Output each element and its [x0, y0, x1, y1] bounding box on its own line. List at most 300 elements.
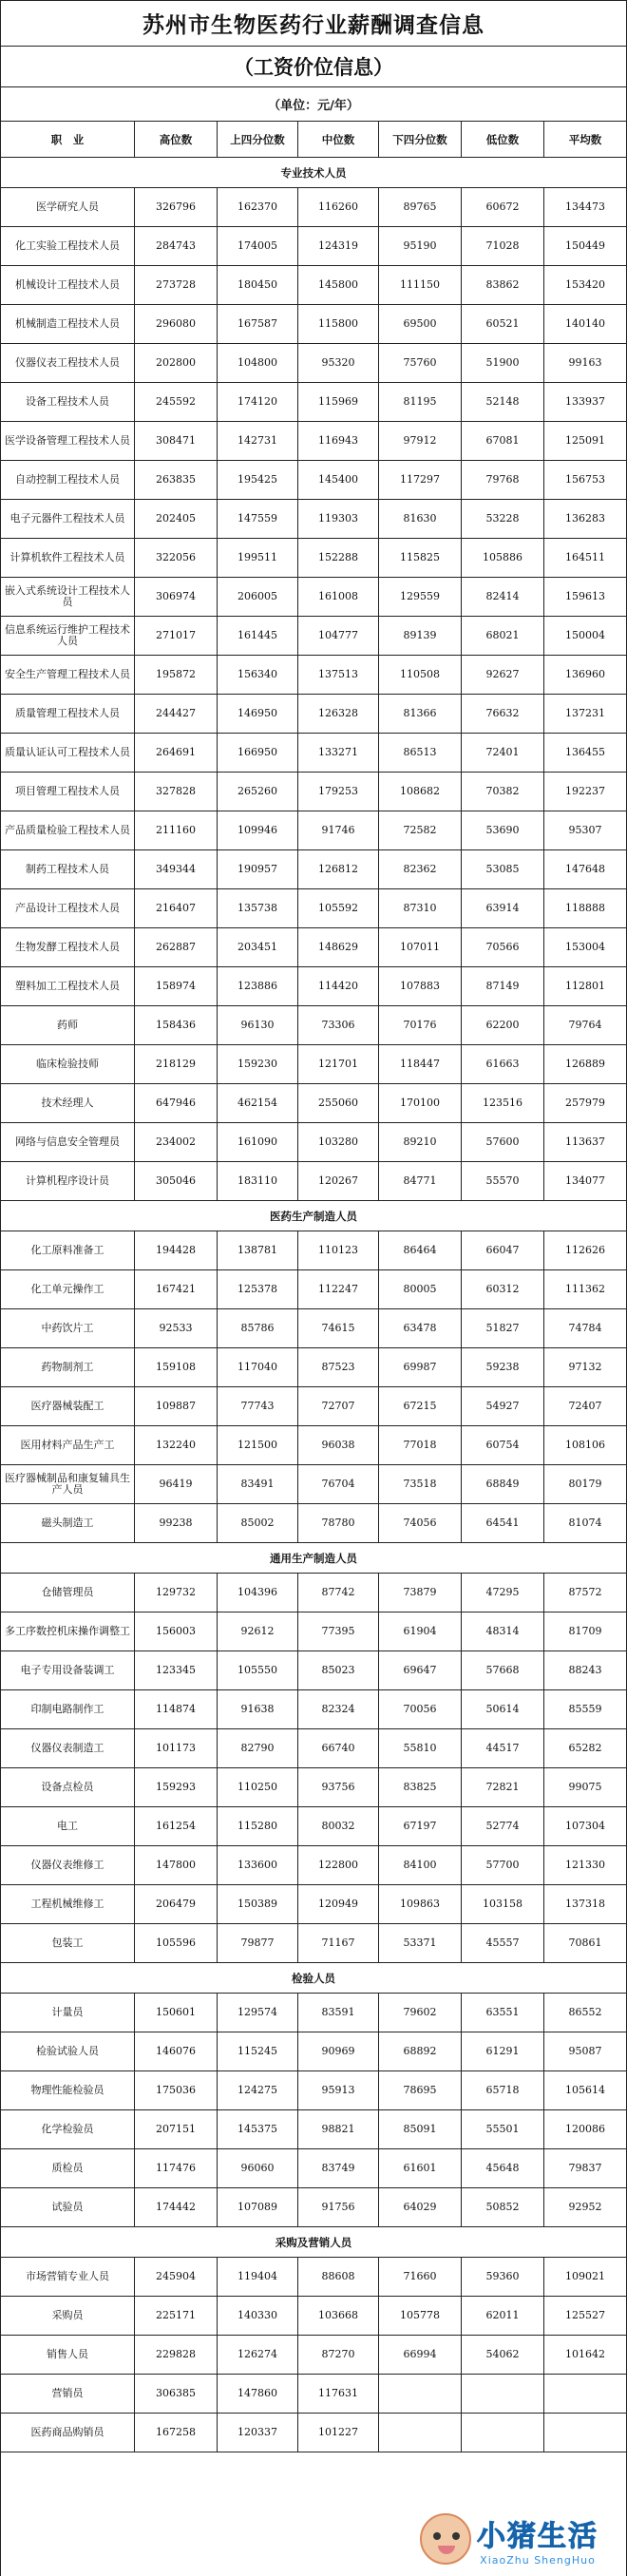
cell-average: 99163 — [568, 356, 602, 369]
cell-high: 156003 — [135, 1612, 218, 1651]
cell-high: 194428 — [135, 1231, 218, 1269]
table-row — [1, 1123, 626, 1162]
cell-average: 118888 — [565, 902, 605, 914]
table-row — [1, 2110, 626, 2149]
cell-high: 146076 — [135, 2032, 218, 2070]
cell-average: 192237 — [565, 785, 605, 797]
cell-high: 123345 — [135, 1651, 218, 1689]
cell-lower-quartile: 70056 — [379, 1690, 462, 1728]
table-row — [1, 578, 626, 617]
cell-low: 60672 — [462, 188, 544, 226]
cell-low: 54927 — [462, 1387, 544, 1425]
table-row — [1, 2071, 626, 2110]
cell-low: 55570 — [462, 1162, 544, 1200]
cell-upper-quartile: 146950 — [218, 695, 298, 733]
cell-average: 95087 — [568, 2045, 602, 2057]
cell-high: 245904 — [135, 2258, 218, 2296]
cell-low: 123516 — [462, 1084, 544, 1122]
cell-lower-quartile: 66994 — [379, 2336, 462, 2374]
cell-average: 88243 — [568, 1664, 602, 1676]
cell-high: 167421 — [135, 1270, 218, 1308]
cell-lower-quartile: 61904 — [379, 1612, 462, 1651]
table-row — [1, 1612, 626, 1651]
cell-low: 60312 — [462, 1270, 544, 1308]
cell-lower-quartile: 86513 — [379, 734, 462, 772]
cell-occupation: 计算机软件工程技术人员 — [1, 539, 135, 577]
cell-high: 150601 — [135, 1994, 218, 2032]
cell-low: 54062 — [462, 2336, 544, 2374]
cell-low: 47295 — [462, 1574, 544, 1612]
cell-occupation: 化工实验工程技术人员 — [1, 227, 135, 265]
cell-low — [462, 2375, 544, 2413]
cell-average: 111362 — [565, 1283, 605, 1295]
cell-high: 349344 — [135, 850, 218, 888]
table-row — [1, 2297, 626, 2336]
cell-low: 61663 — [462, 1045, 544, 1083]
cell-upper-quartile: 123886 — [218, 967, 298, 1005]
cell-average: 101642 — [565, 2348, 605, 2360]
cell-upper-quartile: 138781 — [218, 1231, 298, 1269]
cell-low: 66047 — [462, 1231, 544, 1269]
cell-lower-quartile: 67215 — [379, 1387, 462, 1425]
cell-lower-quartile: 111150 — [379, 266, 462, 304]
cell-low: 63551 — [462, 1994, 544, 2032]
table-row — [1, 967, 626, 1006]
cell-high: 161254 — [135, 1807, 218, 1845]
cell-occupation: 技术经理人 — [1, 1084, 135, 1122]
column-header-lower-quartile: 下四分位数 — [379, 122, 462, 157]
table-row — [1, 1270, 626, 1309]
cell-median: 78780 — [298, 1504, 379, 1542]
column-header-upper-quartile: 上四分位数 — [218, 122, 298, 157]
cell-median: 88608 — [298, 2258, 379, 2296]
cell-occupation: 医药商品购销员 — [1, 2414, 135, 2452]
cell-median: 115800 — [298, 305, 379, 343]
cell-occupation: 医用材料产品生产工 — [1, 1426, 135, 1464]
cell-high: 271017 — [135, 617, 218, 655]
column-header-occupation: 职 业 — [1, 122, 135, 157]
cell-occupation: 医学研究人员 — [1, 188, 135, 226]
cell-lower-quartile: 80005 — [379, 1270, 462, 1308]
cell-occupation: 安全生产管理工程技术人员 — [1, 656, 135, 694]
cell-low: 44517 — [462, 1729, 544, 1767]
cell-median: 95913 — [298, 2071, 379, 2109]
cell-low: 65718 — [462, 2071, 544, 2109]
cell-high: 175036 — [135, 2071, 218, 2109]
cell-lower-quartile: 105778 — [379, 2297, 462, 2335]
table-row — [1, 773, 626, 811]
cell-median: 116943 — [298, 422, 379, 460]
cell-high: 105596 — [135, 1924, 218, 1962]
cell-average: 81709 — [568, 1625, 602, 1637]
cell-average: 99075 — [568, 1781, 602, 1793]
cell-lower-quartile: 117297 — [379, 461, 462, 499]
page-title: 苏州市生物医药行业薪酬调查信息 — [1, 1, 626, 47]
cell-average: 147648 — [565, 863, 605, 875]
cell-median: 83749 — [298, 2149, 379, 2187]
cell-high: 308471 — [135, 422, 218, 460]
cell-low: 70566 — [462, 928, 544, 966]
cell-occupation: 制药工程技术人员 — [1, 850, 135, 888]
table-row — [1, 344, 626, 383]
cell-occupation: 销售人员 — [1, 2336, 135, 2374]
cell-median: 255060 — [298, 1084, 379, 1122]
cell-low: 53085 — [462, 850, 544, 888]
cell-lower-quartile: 95190 — [379, 227, 462, 265]
cell-average: 134077 — [565, 1174, 605, 1187]
cell-median: 101227 — [298, 2414, 379, 2452]
cell-low: 52148 — [462, 383, 544, 421]
cell-lower-quartile: 108682 — [379, 773, 462, 811]
cell-lower-quartile: 170100 — [379, 1084, 462, 1122]
cell-occupation: 产品质量检验工程技术人员 — [1, 811, 135, 849]
cell-high: 211160 — [135, 811, 218, 849]
section-header: 通用生产制造人员 — [1, 1543, 626, 1574]
cell-average: 137318 — [565, 1898, 605, 1910]
section-header: 检验人员 — [1, 1963, 626, 1994]
cell-median: 93756 — [298, 1768, 379, 1806]
table-row — [1, 928, 626, 967]
cell-upper-quartile: 115245 — [218, 2032, 298, 2070]
cell-low: 62200 — [462, 1006, 544, 1044]
cell-occupation: 仪器仪表维修工 — [1, 1846, 135, 1884]
cell-average: 80179 — [568, 1478, 602, 1490]
cell-lower-quartile: 109863 — [379, 1885, 462, 1923]
cell-average — [544, 2375, 626, 2413]
cell-median: 120267 — [298, 1162, 379, 1200]
cell-occupation: 设备点检员 — [1, 1768, 135, 1806]
cell-low: 82414 — [462, 578, 544, 616]
cell-low: 68849 — [462, 1465, 544, 1503]
cell-occupation: 市场营销专业人员 — [1, 2258, 135, 2296]
table-row — [1, 1924, 626, 1963]
cell-upper-quartile: 174005 — [218, 227, 298, 265]
cell-low: 67081 — [462, 422, 544, 460]
cell-lower-quartile: 115825 — [379, 539, 462, 577]
cell-low: 92627 — [462, 656, 544, 694]
cell-median: 122800 — [298, 1846, 379, 1884]
cell-median: 71167 — [298, 1924, 379, 1962]
cell-low: 45557 — [462, 1924, 544, 1962]
cell-lower-quartile: 83825 — [379, 1768, 462, 1806]
cell-high: 647946 — [135, 1084, 218, 1122]
cell-high: 96419 — [135, 1465, 218, 1503]
cell-upper-quartile: 147559 — [218, 500, 298, 538]
cell-low: 60521 — [462, 305, 544, 343]
cell-median: 72707 — [298, 1387, 379, 1425]
cell-median: 133271 — [298, 734, 379, 772]
cell-high: 92533 — [135, 1309, 218, 1347]
cell-average: 81074 — [568, 1517, 602, 1529]
cell-median: 115969 — [298, 383, 379, 421]
cell-high: 284743 — [135, 227, 218, 265]
cell-occupation: 多工序数控机床操作调整工 — [1, 1612, 135, 1651]
cell-median: 87523 — [298, 1348, 379, 1386]
cell-high: 306974 — [135, 578, 218, 616]
watermark — [420, 2508, 619, 2570]
cell-upper-quartile: 129574 — [218, 1994, 298, 2032]
cell-average: 109021 — [565, 2270, 605, 2282]
cell-median: 98821 — [298, 2110, 379, 2148]
cell-average: 112801 — [565, 980, 605, 992]
cell-lower-quartile: 75760 — [379, 344, 462, 382]
cell-high: 305046 — [135, 1162, 218, 1200]
table-row — [1, 539, 626, 578]
cell-upper-quartile: 126274 — [218, 2336, 298, 2374]
cell-average: 125091 — [565, 434, 605, 447]
cell-occupation: 印制电路制作工 — [1, 1690, 135, 1728]
cell-high: 229828 — [135, 2336, 218, 2374]
cell-high: 244427 — [135, 695, 218, 733]
cell-high: 262887 — [135, 928, 218, 966]
cell-lower-quartile: 73879 — [379, 1574, 462, 1612]
table-row — [1, 1690, 626, 1729]
table-row — [1, 1465, 626, 1504]
cell-high: 195872 — [135, 656, 218, 694]
cell-upper-quartile: 195425 — [218, 461, 298, 499]
cell-occupation: 物理性能检验员 — [1, 2071, 135, 2109]
cell-upper-quartile: 79877 — [218, 1924, 298, 1962]
cell-upper-quartile: 203451 — [218, 928, 298, 966]
cell-average: 153420 — [565, 278, 605, 291]
cell-lower-quartile: 72582 — [379, 811, 462, 849]
cell-low: 59238 — [462, 1348, 544, 1386]
cell-low: 51900 — [462, 344, 544, 382]
table-row — [1, 889, 626, 928]
cell-upper-quartile: 104800 — [218, 344, 298, 382]
cell-occupation: 中药饮片工 — [1, 1309, 135, 1347]
cell-average: 164511 — [565, 551, 605, 563]
cell-upper-quartile: 117040 — [218, 1348, 298, 1386]
cell-upper-quartile: 159230 — [218, 1045, 298, 1083]
cell-median: 152288 — [298, 539, 379, 577]
cell-median: 116260 — [298, 188, 379, 226]
cell-high: 109887 — [135, 1387, 218, 1425]
cell-upper-quartile: 190957 — [218, 850, 298, 888]
cell-occupation: 医学设备管理工程技术人员 — [1, 422, 135, 460]
cell-average: 113637 — [565, 1135, 605, 1148]
cell-high: 99238 — [135, 1504, 218, 1542]
table-row — [1, 2149, 626, 2188]
cell-occupation: 设备工程技术人员 — [1, 383, 135, 421]
cell-median: 95320 — [298, 344, 379, 382]
cell-median: 91756 — [298, 2188, 379, 2226]
cell-upper-quartile: 166950 — [218, 734, 298, 772]
cell-upper-quartile: 115280 — [218, 1807, 298, 1845]
table-row — [1, 1574, 626, 1612]
cell-median: 105592 — [298, 889, 379, 927]
cell-median: 114420 — [298, 967, 379, 1005]
cell-lower-quartile: 84100 — [379, 1846, 462, 1884]
cell-median: 82324 — [298, 1690, 379, 1728]
cell-upper-quartile: 107089 — [218, 2188, 298, 2226]
cell-average: 257979 — [565, 1097, 605, 1109]
cell-upper-quartile: 120337 — [218, 2414, 298, 2452]
cell-lower-quartile: 89139 — [379, 617, 462, 655]
cell-high: 296080 — [135, 305, 218, 343]
column-header-low: 低位数 — [462, 122, 544, 157]
cell-upper-quartile: 104396 — [218, 1574, 298, 1612]
cell-lower-quartile — [379, 2375, 462, 2413]
table-row — [1, 2375, 626, 2414]
cell-high: 306385 — [135, 2375, 218, 2413]
cell-upper-quartile: 125378 — [218, 1270, 298, 1308]
cell-occupation: 电子元器件工程技术人员 — [1, 500, 135, 538]
cell-occupation: 项目管理工程技术人员 — [1, 773, 135, 811]
table-row — [1, 1309, 626, 1348]
cell-low: 105886 — [462, 539, 544, 577]
table-header — [1, 122, 626, 158]
cell-occupation: 仪器仪表工程技术人员 — [1, 344, 135, 382]
cell-upper-quartile: 147860 — [218, 2375, 298, 2413]
cell-median: 85023 — [298, 1651, 379, 1689]
table-row — [1, 461, 626, 500]
table-row — [1, 1768, 626, 1807]
cell-low: 48314 — [462, 1612, 544, 1651]
cell-high: 167258 — [135, 2414, 218, 2452]
cell-lower-quartile: 77018 — [379, 1426, 462, 1464]
cell-average: 120086 — [565, 2123, 605, 2135]
section-header: 专业技术人员 — [1, 158, 626, 188]
cell-upper-quartile: 199511 — [218, 539, 298, 577]
cell-high: 273728 — [135, 266, 218, 304]
cell-high: 174442 — [135, 2188, 218, 2226]
cell-average: 70861 — [568, 1937, 602, 1949]
cell-average: 134473 — [565, 200, 605, 213]
cell-median: 80032 — [298, 1807, 379, 1845]
cell-high: 158436 — [135, 1006, 218, 1044]
cell-upper-quartile: 161445 — [218, 617, 298, 655]
cell-high: 129732 — [135, 1574, 218, 1612]
cell-average: 65282 — [568, 1742, 602, 1754]
cell-average: 107304 — [565, 1820, 605, 1832]
cell-median: 126812 — [298, 850, 379, 888]
table-row — [1, 266, 626, 305]
cell-average: 95307 — [568, 824, 602, 836]
cell-median: 112247 — [298, 1270, 379, 1308]
cell-average: 156753 — [565, 473, 605, 486]
cell-lower-quartile: 63478 — [379, 1309, 462, 1347]
cell-average: 133937 — [565, 395, 605, 408]
cell-average: 150449 — [565, 239, 605, 252]
cell-upper-quartile: 462154 — [218, 1084, 298, 1122]
cell-upper-quartile: 145375 — [218, 2110, 298, 2148]
cell-upper-quartile: 119404 — [218, 2258, 298, 2296]
cell-low: 63914 — [462, 889, 544, 927]
cell-upper-quartile: 85002 — [218, 1504, 298, 1542]
cell-lower-quartile: 87310 — [379, 889, 462, 927]
cell-occupation: 自动控制工程技术人员 — [1, 461, 135, 499]
cell-high: 158974 — [135, 967, 218, 1005]
cell-upper-quartile: 140330 — [218, 2297, 298, 2335]
table-row — [1, 1426, 626, 1465]
section-header: 医药生产制造人员 — [1, 1201, 626, 1231]
cell-median: 76704 — [298, 1465, 379, 1503]
cell-occupation: 质检员 — [1, 2149, 135, 2187]
cell-upper-quartile: 96060 — [218, 2149, 298, 2187]
cell-average: 92952 — [568, 2201, 602, 2213]
cell-lower-quartile: 68892 — [379, 2032, 462, 2070]
cell-low: 70382 — [462, 773, 544, 811]
cell-average — [544, 2414, 626, 2452]
cell-low: 87149 — [462, 967, 544, 1005]
cell-lower-quartile: 82362 — [379, 850, 462, 888]
cell-low: 72401 — [462, 734, 544, 772]
cell-high: 159108 — [135, 1348, 218, 1386]
cell-high: 147800 — [135, 1846, 218, 1884]
cell-median: 161008 — [298, 578, 379, 616]
cell-upper-quartile: 180450 — [218, 266, 298, 304]
table-row — [1, 695, 626, 734]
cell-upper-quartile: 135738 — [218, 889, 298, 927]
cell-lower-quartile: 61601 — [379, 2149, 462, 2187]
cell-high: 234002 — [135, 1123, 218, 1161]
cell-upper-quartile: 121500 — [218, 1426, 298, 1464]
cell-upper-quartile: 110250 — [218, 1768, 298, 1806]
table-row — [1, 2414, 626, 2452]
cell-upper-quartile: 77743 — [218, 1387, 298, 1425]
cell-occupation: 塑料加工工程技术人员 — [1, 967, 135, 1005]
cell-occupation: 机械设计工程技术人员 — [1, 266, 135, 304]
cell-lower-quartile: 53371 — [379, 1924, 462, 1962]
cell-median: 104777 — [298, 617, 379, 655]
cell-average: 79764 — [568, 1019, 602, 1031]
table-row — [1, 1084, 626, 1123]
cell-median: 74615 — [298, 1309, 379, 1347]
cell-lower-quartile: 64029 — [379, 2188, 462, 2226]
cell-lower-quartile: 129559 — [379, 578, 462, 616]
cell-lower-quartile: 70176 — [379, 1006, 462, 1044]
cell-low: 62011 — [462, 2297, 544, 2335]
cell-occupation: 嵌入式系统设计工程技术人员 — [1, 578, 135, 616]
table-row — [1, 1846, 626, 1885]
column-header-high: 高位数 — [135, 122, 218, 157]
cell-median: 83591 — [298, 1994, 379, 2032]
cell-median: 124319 — [298, 227, 379, 265]
table-row — [1, 422, 626, 461]
cell-lower-quartile: 81366 — [379, 695, 462, 733]
cell-lower-quartile: 118447 — [379, 1045, 462, 1083]
cell-average: 137231 — [565, 707, 605, 719]
cell-high: 218129 — [135, 1045, 218, 1083]
cell-occupation: 化工单元操作工 — [1, 1270, 135, 1308]
cell-high: 263835 — [135, 461, 218, 499]
cell-low: 50614 — [462, 1690, 544, 1728]
cell-lower-quartile: 107011 — [379, 928, 462, 966]
cell-median: 66740 — [298, 1729, 379, 1767]
cell-occupation: 药师 — [1, 1006, 135, 1044]
cell-occupation: 产品设计工程技术人员 — [1, 889, 135, 927]
cell-average: 136283 — [565, 512, 605, 525]
cell-median: 119303 — [298, 500, 379, 538]
cell-occupation: 试验员 — [1, 2188, 135, 2226]
table-row — [1, 227, 626, 266]
cell-high: 159293 — [135, 1768, 218, 1806]
cell-average: 79837 — [568, 2162, 602, 2174]
table-row — [1, 1387, 626, 1426]
table-row — [1, 1162, 626, 1201]
cell-low: 103158 — [462, 1885, 544, 1923]
table-row — [1, 2188, 626, 2227]
cell-occupation: 临床检验技师 — [1, 1045, 135, 1083]
cell-average: 136960 — [565, 668, 605, 680]
cell-lower-quartile: 89210 — [379, 1123, 462, 1161]
cell-upper-quartile: 156340 — [218, 656, 298, 694]
table-body — [1, 158, 626, 2452]
page-subtitle: （工资价位信息） — [1, 47, 626, 87]
table-row — [1, 1651, 626, 1690]
cell-average: 150004 — [565, 629, 605, 641]
